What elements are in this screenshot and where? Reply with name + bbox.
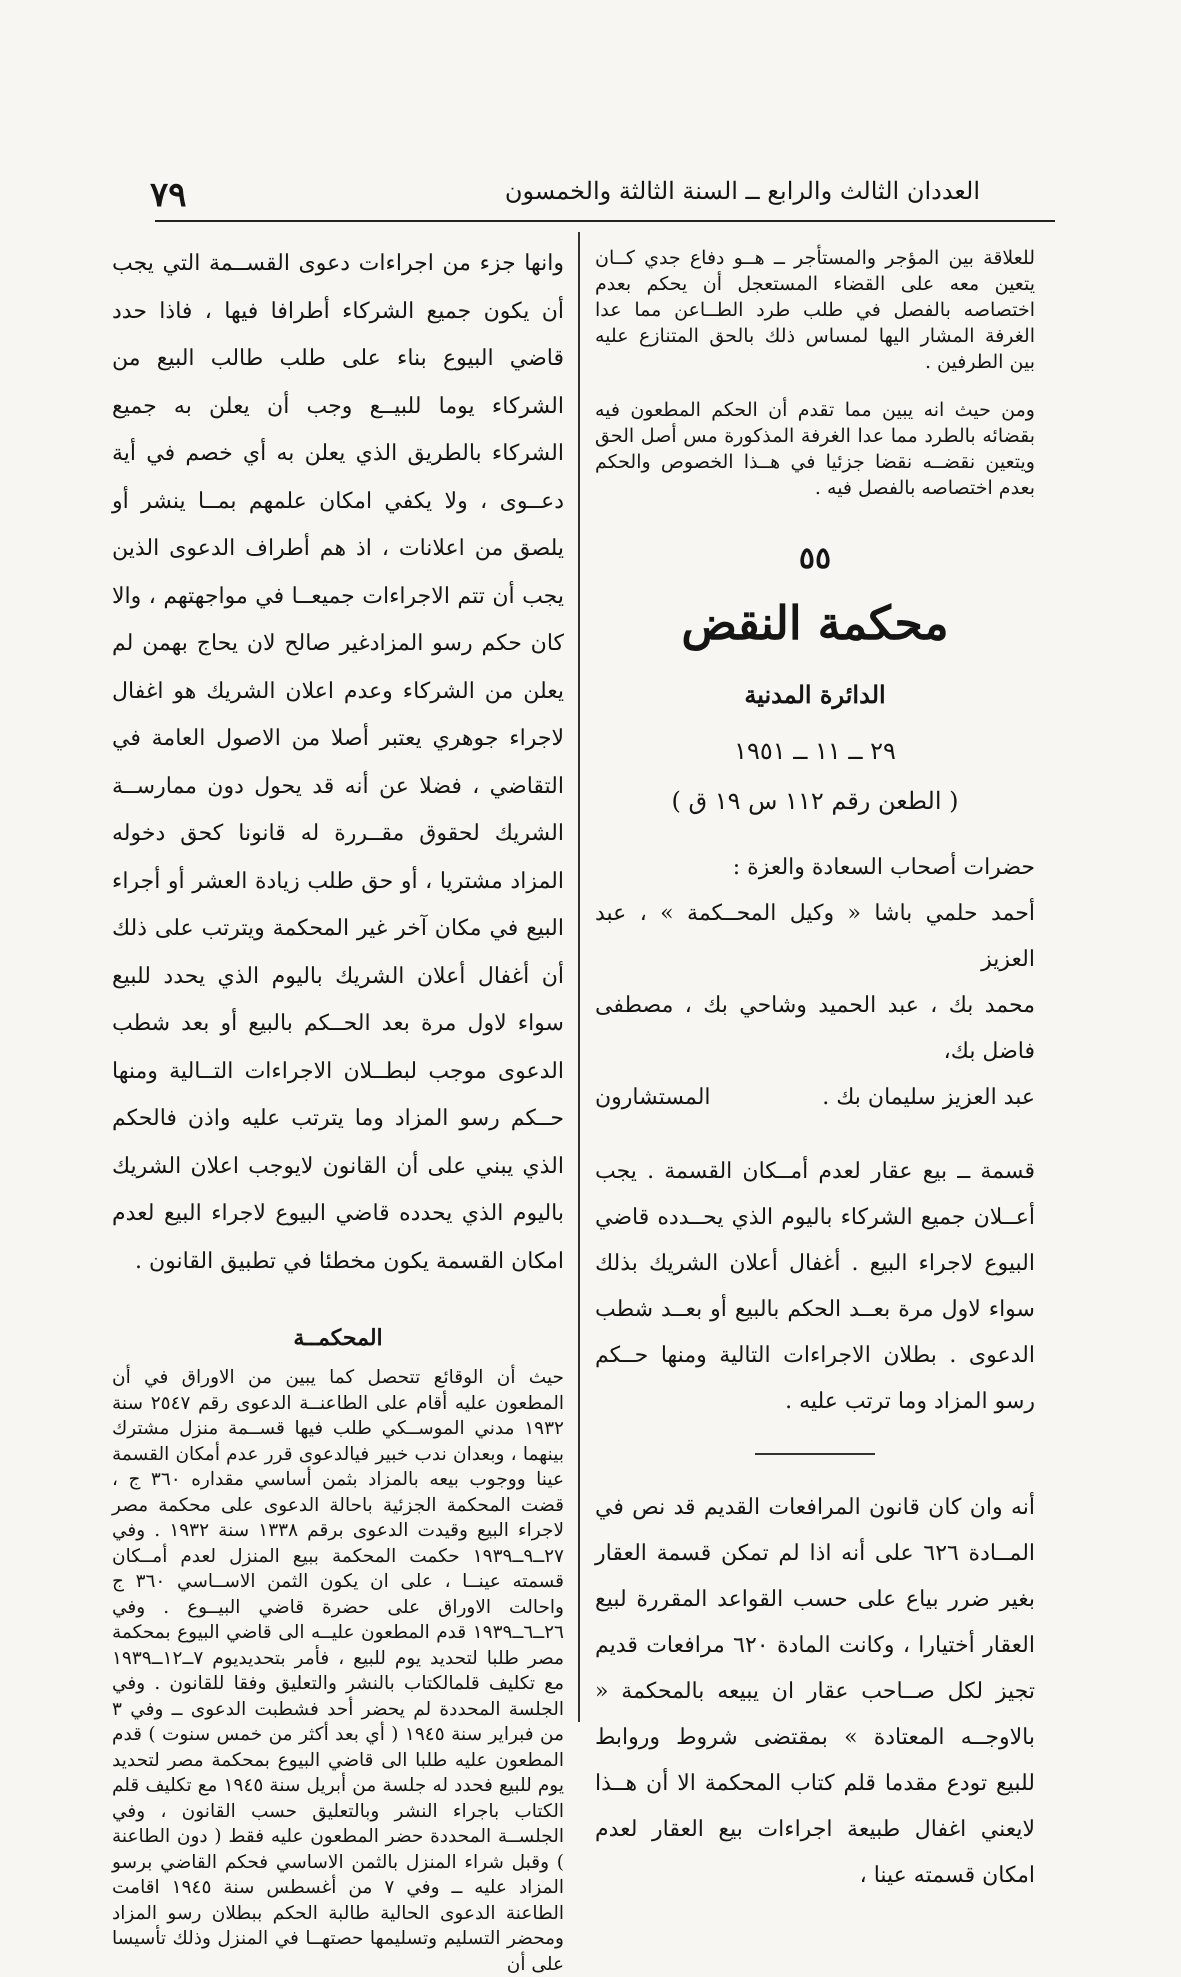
judge-name: عبد العزيز سليمان بك . (822, 1085, 1035, 1110)
appeal-number: ( الطعن رقم ١١٢ س ١٩ ق ) (671, 787, 959, 815)
judges-role: المستشارون (595, 1085, 711, 1110)
circuit-name: الدائرة المدنية (744, 680, 886, 709)
section-rule (755, 1453, 875, 1455)
intro-paragraph: ومن حيث انه يبين مما تقدم أن الحكم المطعون فيه بقضائه بالطرد مما عدا الغرفة المذكورة مس أصل الحق ويتعين نقضــه نقضا جزئيا في هــذا الخصوص والحكم بعدم اختصاصه بالفصل فيه . (595, 399, 1035, 499)
page-header (150, 175, 1060, 217)
ruling-date: ٢٩ ــ ١١ ــ ١٩٥١ (734, 737, 896, 765)
headnote-summary: قسمة ــ بيع عقار لعدم أمــكان القسمة . يجب أعــلان جميع الشركاء باليوم الذي يحــدده قاضي البيوع لاجراء البيع . أغفال أعلان الشريك بذلك سواء لاول مرة بعــد الحكم بالبيع أو بعــد شطب الدعوى . بطلان الاجراءات التالية ومنها حــكم رسو المزاد وما ترتب عليه . (595, 1159, 1035, 1414)
judges-line: أحمد حلمي باشا « وكيل المحــكمة » ، عبد العزيز (595, 901, 1035, 972)
left-column (112, 240, 564, 1977)
case-number: ٥٥ (798, 541, 832, 576)
page-number: ٧٩ (150, 175, 187, 215)
header-rule (155, 220, 1055, 222)
section-title: المحكمــة (293, 1325, 383, 1351)
intro-paragraph: للعلاقة بين المؤجر والمستأجر ــ هــو دفاع جدي كــان يتعين معه على القضاء المستعجل أن يحكم بعدم اختصاصه بالفصل في طلب طرد الطــاعن مما عدا الغرفة المشار اليها لمساس ذلك بالحق المتنازع عليه بين الطرفين . (595, 247, 1035, 373)
judges-line (595, 1075, 1035, 1121)
ruling-continuation: وانها جزء من اجراءات دعوى القســمة التي يجب أن يكون جميع الشركاء أطرافا فيها ، فاذا حدد قاضي البيوع بناء على طلب طالب البيع من الشركاء يوما للبيــع وجب أن يعلن به جميع الشركاء بالطريق الذي يعلن به أي خصم في أية دعــوى ، ولا يكفي امكان علمهم بمــا ينشر أو يلصق من اعلانات ، اذ هم أطراف الدعوى الذين يجب أن تتم الاجراءات جميعــا في مواجهتهم ، والا كان حكم رسو المزادغير صالح لان يحاج بهمن لم يعلن من الشركاء وعدم اعلان الشريك هو اغفال لاجراء جوهري يعتبر أصلا من الاصول العامة في التقاضي ، فضلا عن أنه قد يحول دون ممارســة الشريك لحقوق مقــررة له قانونا كحق دخوله المزاد مشتريا ، أو حق طلب زيادة العشر أو أجراء البيع في مكان آخر غير المحكمة ويترتب على ذلك أن أغفال أعلان الشريك باليوم الذي يحدد للبيع سواء لاول مرة بعد الحــكم بالبيع أو بعد شطب الدعوى موجب لبطــلان الاجراءات التــالية ومنها حــكم رسو المزاد وما يترتب عليه واذن فالحكم الذي يبني على أن القانون لايوجب اعلان الشريك باليوم الذي يحدده قاضي البيوع لاجراء البيع لعدم امكان القسمة يكون مخطئا في تطبيق القانون . (112, 251, 564, 1274)
facts-paragraph: حيث أن الوقائع تتحصل كما يبين من الاوراق في أن المطعون عليه أقام على الطاعنــة الدعوى رقم ٢٥٤٧ سنة ١٩٣٢ مدني الموســكي طلب فيها قســمة منزل مشترك بينهما ، وبعدان ندب خبير فيالدعوى قرر عدم أمكان القسمة عينا ووجوب بيعه بالمزاد بثمن أساسي مقداره ٣٦٠ ج ، قضت المحكمة الجزئية باحالة الدعوى على محكمة مصر لاجراء البيع وقيدت الدعوى برقم ١٣٣٨ سنة ١٩٣٢ . وفي ٢٧ــ٩ــ١٩٣٩ حكمت المحكمة ببيع المنزل لعدم أمــكان قسمته عينــا ، على ان يكون الثمن الاســاسي ٣٦٠ ج واحالت الاوراق على حضرة قاضي البيــوع . وفي ٢٦ــ٦ــ١٩٣٩ قدم المطعون عليــه الى قاضي البيوع بمحكمة مصر طلبا لتحديد يوم للبيع ، فأمر بتحديديوم ٧ــ١٢ــ١٩٣٩ مع تكليف قلمالكتاب بالنشر والتعليق وفقا للقانون . وفي الجلسة المحددة لم يحضر أحد فشطبت الدعوى ــ وفي ٣ من فبراير سنة ١٩٤٥ ( أي بعد أكثر من خمس سنوت ) قدم المطعون عليه طلبا الى قاضي البيوع بمحكمة مصر لتحديد يوم للبيع فحدد له جلسة من أبريل سنة ١٩٤٥ مع تكليف قلم الكتاب باجراء النشر وبالتعليق حسب القانون ، وفي الجلســة المحددة حضر المطعون عليه فقط ( دون الطاعنة ) وقبل شراء المنزل بالثمن الاساسي فحكم القاضي برسو المزاد عليه ــ وفي ٧ من أغسطس سنة ١٩٤٥ اقامت الطاعنة الدعوى الحالية طالبة الحكم ببطلان رسو المزاد ومحضر التسليم وتسليمها حصتهــا في المنزل وذلك تأسيسا على أن (112, 1367, 565, 1975)
ruling-body: أنه وان كان قانون المرافعات القديم قد نص في المــادة ٦٢٦ على أنه اذا لم تمكن قسمة العقار بغير ضرر بياع على حسب القواعد المقررة لبيع العقار أختيارا ، وكانت المادة ٦٢٠ مرافعات قديم تجيز لكل صــاحب عقار ان يبيعه بالمحكمة « بالاوجــه المعتادة » بمقتضى شروط وروابط للبيع تودع مقدما قلم كتاب المحكمة الا أن هــذا لايعني اغفال طبيعة اجراءات بيع العقار لعدم امكان قسمته عينا ، (595, 1495, 1036, 1888)
judges-block (595, 845, 1035, 1121)
running-title: العددان الثالث والرابع ــ السنة الثالثة والخمسون (504, 177, 980, 205)
court-name: محكمة النقض (681, 596, 949, 650)
judges-heading: حضرات أصحاب السعادة والعزة : (732, 855, 1035, 880)
right-column (595, 245, 1035, 1899)
column-divider (578, 232, 580, 1722)
judges-line: محمد بك ، عبد الحميد وشاحي بك ، مصطفى فاضل بك، (595, 993, 1035, 1064)
